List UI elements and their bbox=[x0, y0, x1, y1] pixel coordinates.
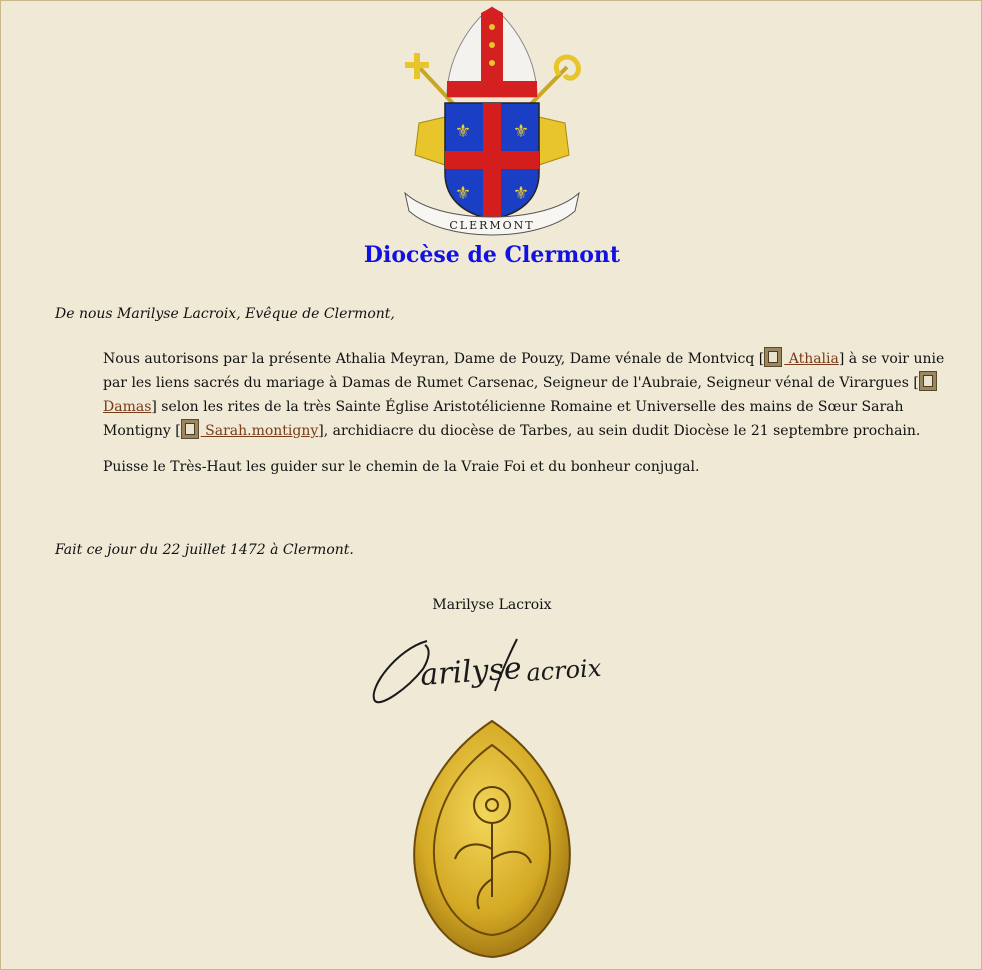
link-damas[interactable]: Damas bbox=[103, 399, 152, 415]
coat-of-arms bbox=[399, 5, 585, 245]
scroll-icon bbox=[764, 347, 782, 367]
svg-text:⚜: ⚜ bbox=[512, 121, 530, 142]
signatory-name: Marilyse Lacroix bbox=[432, 597, 552, 613]
svg-text:⚜: ⚜ bbox=[454, 121, 472, 142]
paragraph-blessing: Puisse le Très-Haut les guider sur le chemin de la Vraie Foi et du bonheur conjugal. bbox=[103, 459, 700, 475]
coat-of-arms-motto: CLERMONT bbox=[449, 219, 535, 232]
mitre-icon bbox=[447, 7, 537, 97]
svg-text:⚜: ⚜ bbox=[512, 183, 530, 204]
link-athalia[interactable]: Athalia bbox=[784, 351, 839, 367]
wax-seal bbox=[409, 719, 575, 959]
handwritten-signature bbox=[367, 629, 617, 707]
date-line: Fait ce jour du 22 juillet 1472 à Clermont. bbox=[55, 542, 354, 558]
letter-intro: De nous Marilyse Lacroix, Evêque de Clermont, bbox=[55, 306, 395, 322]
svg-text:⚜: ⚜ bbox=[454, 183, 472, 204]
link-sarah-montigny[interactable]: Sarah.montigny bbox=[200, 423, 319, 439]
page-title: Diocèse de Clermont bbox=[363, 242, 621, 268]
scroll-icon bbox=[919, 371, 937, 391]
shield-icon bbox=[445, 103, 539, 219]
letter-body bbox=[103, 347, 969, 491]
scroll-icon bbox=[181, 419, 199, 439]
svg-text:arilyse: arilyse bbox=[419, 650, 523, 693]
paragraph-authorization: Nous autorisons par la présente Athalia Meyran, Dame de Pouzy, Dame vénale de Montvicq [ Athalia] à se voir unie par les liens sacrés du mariage à Damas de Rumet Carsenac, Seigneur de l'Aubraie, Seigneur vénal de Virargues [ Damas] selon les rites de la très Sainte Église Aristotélicienne Romaine et Universelle des mains de Sœur Sarah Montigny [ Sarah.montigny], archidiacre du diocèse de Tarbes, au sein dudit Diocèse le 21 septembre prochain. bbox=[103, 347, 969, 443]
svg-text:acroix: acroix bbox=[525, 653, 603, 687]
